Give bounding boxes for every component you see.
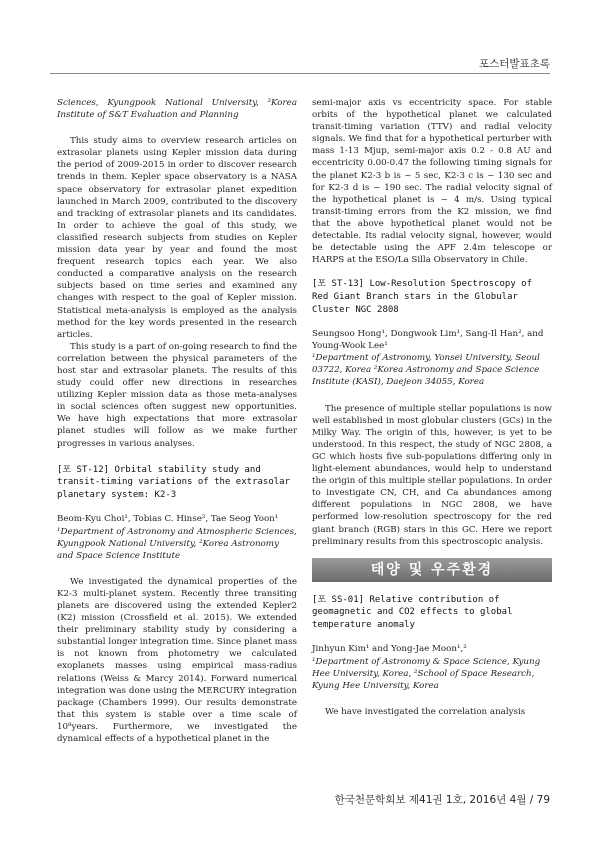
authors-st13: Seungsoo Hong¹, Dongwook Lim¹, Sang-Il Han², and Young-Wook Lee¹	[312, 329, 544, 352]
page-header	[0, 50, 600, 76]
section-label: 포스터발표초록	[478, 58, 550, 70]
left-column	[57, 97, 297, 745]
abstract-paragraph: This study aims to overview research articles on extrasolar planets using Kepler mission data during the period of 2009-2015 in order to discover research trends in them. Kepler space observatory is a NASA space observatory for extrasolar planet expedition launched in March 2009, contributed to the discovery and tracking of extrasolar planets and its candidates. In order to achieve the goal of this study, we classified research subjects from studies on Kepler mission data year by year and found the most frequent research topics each year. We also conducted a comparative analysis on the research subjects based on time series and examined any changes with respect to the goal of Kepler mission. Statistical meta-analysis is employed as the analysis method for the key words presented in the research articles.	[57, 136, 297, 340]
header-divider	[50, 73, 550, 74]
abstract-body-st13: The presence of multiple stellar populations is now well established in most globular clusters (GCs) in the Milky Way. The origin of this, however, is yet to be understood. In this respect, the study of NGC 2808, a GC which hosts five sub-populations differing only in light-element abundances, would help to understand the origin of this multiple stellar populations. In order to investigate CN, CH, and Ca abundances among different populations in NGC 2808, we have performed low-resolution spectroscopy for the red giant branch (RGB) stars in this GC. Here we report preliminary results from this spectroscopic analysis.	[312, 403, 552, 547]
section-banner: 태양 및 우주환경	[312, 558, 552, 582]
abstract-title-ss01: [포 SS-01] Relative contribution of geomagnetic and CO2 effects to global temperature anomaly	[312, 594, 513, 630]
affiliation-ss01: ¹Department of Astronomy & Space Science, Kyung Hee University, Korea, ²School of Space Research, Kyung Hee University, Korea	[312, 656, 541, 691]
abstract-body-st12-continued: semi-major axis vs eccentricity space. For stable orbits of the hypothetical planet we calculated transit-timing variation (TTV) and radial velocity signals. We find that for a hypothetical perturber with mass 1-13 Mjup, semi-major axis 0.2 - 0.8 AU and eccentricity 0.00-0.47 the following timing signals for the planet K2-3 b is ~ 5 sec, K2-3 c is ~ 130 sec and for K2-3 d is ~ 190 sec. The radial velocity signal of the hypothetical planet is ~ 4 m/s. Using typical transit-timing errors from the K2 mission, we find that the above hypothetical planet would not be detectable. Its radial velocity signal, however, would be detectable using the APF 2.4m telescope or HARPS at the ESO/La Silla Observatory in Chile.	[312, 98, 552, 266]
affiliation-continued: Sciences, Kyungpook National University, ²Korea Institute of S&T Evaluation and Planning	[57, 98, 297, 121]
abstract-body-ss01: We have investigated the correlation analysis	[325, 706, 526, 717]
abstract-title-st13: [포 ST-13] Low-Resolution Spectroscopy of Red Giant Branch stars in the Globular Cluster NGC 2808	[312, 279, 533, 315]
authors-ss01: Jinhyun Kim¹ and Yong-Jae Moon¹,²	[312, 644, 467, 655]
authors-st12: Beom-Kyu Choi¹, Tobias C. Hinse², Tae Seog Yoon¹	[57, 514, 279, 525]
abstract-title-st12: [포 ST-12] Orbital stability study and transit-timing variations of the extrasolar planetary system: K2-3	[57, 464, 290, 500]
affiliation-st13: ¹Department of Astronomy, Yonsei University, Seoul 03722, Korea ²Korea Astronomy and Space Science Institute (KASI), Daejeon 34055, Korea	[312, 353, 540, 388]
affiliation-st12: ¹Department of Astronomy and Atmospheric Sciences, Kyungpook National University, ²Korea Astronomy and Space Science Institute	[57, 526, 297, 561]
right-column	[312, 97, 552, 718]
abstract-paragraph: This study is a part of on-going research to find the correlation between the physical parameters of the host star and extrasolar planets. The results of this study could offer new directions in researches utilizing Kepler mission data as those meta-analyses in social sciences often suggest new opportunities. We have high expectations that more extrasolar planet studies will follow as we make further progresses in various analyses.	[57, 341, 297, 449]
page-footer: 한국천문학회보 제41권 1호, 2016년 4월 / 79	[334, 794, 550, 806]
abstract-body-st12: We investigated the dynamical properties of the K2-3 multi-planet system. Recently three transiting planets are discovered using the extended Kepler2 (K2) mission (Crossfield et al. 2015). We extended their preliminary stability study by considering a substantial longer integration time. Since planet mass is not known from photometry we calculated exoplanets masses using empirical mass-radius relations (Weiss & Marcy 2014). Forward numerical integration was done using the MERCURY integration package (Chambers 1999). Our results demonstrate that this system is stable over a time scale of 10⁸years. Furthermore, we investigated the dynamical effects of a hypothetical planet in the	[57, 576, 297, 744]
